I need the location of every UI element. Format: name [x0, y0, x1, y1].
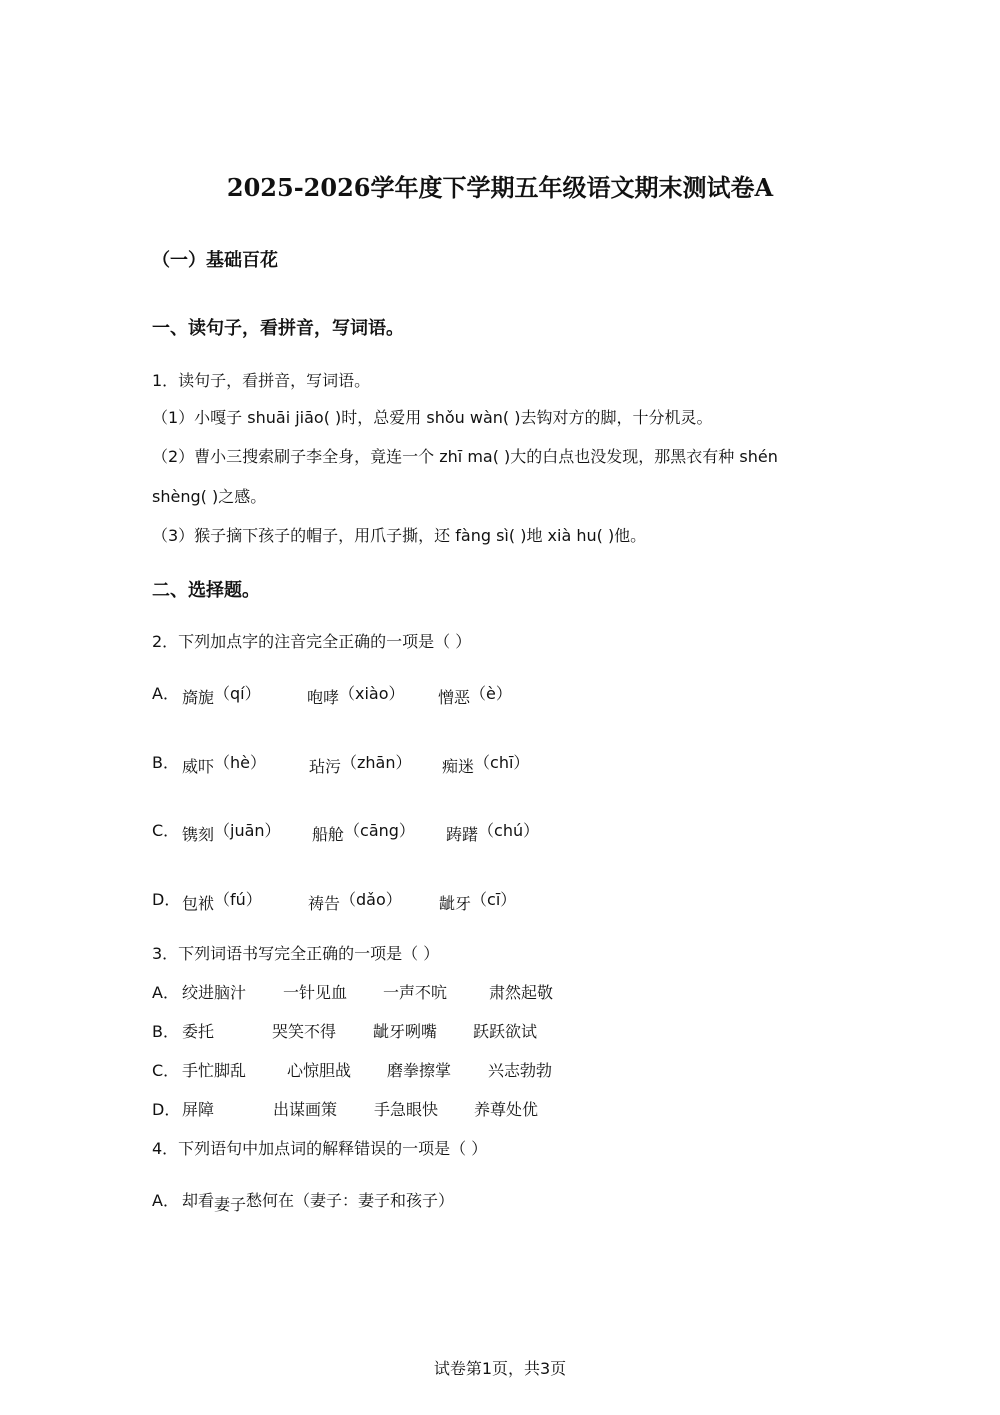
dotted-word: 包袱 — [182, 894, 215, 913]
dotted-word: 威吓 — [182, 757, 215, 776]
page-title: 2025-2026学年度下学期五年级语文期末测试卷A — [226, 173, 774, 202]
dotted-word: 憎恶 — [438, 688, 471, 707]
pinyin: （è） — [470, 684, 512, 703]
question-2-option-c[interactable] — [152, 818, 852, 842]
question-1-sentence-1: （1）小嘎子 shuāi jiāo( )时，总爱用 shǒu wàn( )去钩对方的脚，十分机灵。 — [152, 408, 713, 427]
pinyin: （cī） — [471, 890, 517, 909]
option-word: 绞进脑汁 — [182, 983, 247, 1002]
option-word: 龇牙咧嘴 — [373, 1022, 438, 1041]
question-1-stem: 1．读句子，看拼音，写词语。 — [152, 371, 371, 390]
option-label: A． — [152, 1191, 179, 1210]
question-3-option-c[interactable] — [152, 1058, 852, 1082]
question-1-sentence-2-cont: shèng( )之感。 — [152, 487, 267, 506]
question-3-option-d[interactable] — [152, 1097, 852, 1121]
option-label: A． — [152, 684, 179, 703]
dotted-word: 妻子 — [214, 1195, 247, 1214]
option-word: 出谋画策 — [273, 1100, 338, 1119]
option-word: 磨拳擦掌 — [387, 1061, 452, 1080]
pinyin: （hè） — [214, 753, 267, 772]
option-word: 一针见血 — [283, 983, 348, 1002]
question-1-sentence-2: （2）曹小三搜索刷子李全身，竟连一个 zhī ma( )大的白点也没发现，那黑衣有种 shén — [152, 447, 778, 466]
option-label: D． — [152, 890, 181, 909]
part-one-heading: 一、读句子，看拼音，写词语。 — [152, 318, 404, 339]
option-label: B． — [152, 753, 179, 772]
dotted-word: 踌躇 — [446, 825, 479, 844]
option-label: A． — [152, 983, 179, 1002]
pinyin: （fú） — [214, 890, 262, 909]
dotted-word: 船舱 — [312, 825, 345, 844]
option-word: 委托 — [182, 1022, 215, 1041]
pinyin: （dǎo） — [340, 890, 402, 909]
question-3-stem: 3．下列词语书写完全正确的一项是（ ） — [152, 944, 440, 963]
section-basics: （一）基础百花 — [152, 250, 278, 271]
question-2-option-b[interactable] — [152, 750, 852, 774]
dotted-word: 旖旎 — [182, 688, 215, 707]
option-word: 屏障 — [182, 1100, 215, 1119]
question-4-option-a[interactable] — [152, 1188, 852, 1212]
pinyin: （qí） — [214, 684, 261, 703]
dotted-word: 镌刻 — [182, 825, 215, 844]
option-word: 养尊处优 — [474, 1100, 539, 1119]
dotted-word: 龇牙 — [439, 894, 472, 913]
pinyin: （chú） — [478, 821, 540, 840]
page-footer: 试卷第1页，共3页 — [433, 1359, 567, 1378]
option-word: 一声不吭 — [383, 983, 448, 1002]
option-label: D． — [152, 1100, 181, 1119]
option-text: 愁何在（妻子：妻子和孩子） — [246, 1191, 455, 1210]
pinyin: （cāng） — [344, 821, 415, 840]
question-3-option-b[interactable] — [152, 1019, 852, 1043]
question-1-sentence-3: （3）猴子摘下孩子的帽子，用爪子撕，还 fàng sì( )地 xià hu( )他。 — [152, 526, 647, 545]
option-word: 哭笑不得 — [272, 1022, 337, 1041]
option-word: 手急眼快 — [374, 1100, 439, 1119]
question-2-option-a[interactable] — [152, 681, 852, 705]
option-word: 心惊胆战 — [287, 1061, 352, 1080]
option-text: 却看 — [182, 1191, 215, 1210]
option-label: C． — [152, 821, 180, 840]
dotted-word: 痴迷 — [442, 757, 475, 776]
question-4-stem: 4．下列语句中加点词的解释错误的一项是（ ） — [152, 1139, 488, 1158]
option-label: B． — [152, 1022, 179, 1041]
option-word: 兴志勃勃 — [488, 1061, 553, 1080]
question-2-stem: 2．下列加点字的注音完全正确的一项是（ ） — [152, 632, 472, 651]
question-3-option-a[interactable] — [152, 980, 852, 1004]
part-two-heading: 二、选择题。 — [152, 580, 260, 601]
pinyin: （chī） — [474, 753, 530, 772]
pinyin: （zhān） — [341, 753, 412, 772]
question-2-option-d[interactable] — [152, 887, 852, 911]
option-label: C． — [152, 1061, 180, 1080]
option-word: 跃跃欲试 — [473, 1022, 538, 1041]
dotted-word: 咆哮 — [307, 688, 340, 707]
pinyin: （xiào） — [339, 684, 405, 703]
dotted-word: 玷污 — [309, 757, 342, 776]
dotted-word: 祷告 — [308, 894, 341, 913]
option-word: 肃然起敬 — [489, 983, 554, 1002]
option-word: 手忙脚乱 — [182, 1061, 247, 1080]
pinyin: （juān） — [214, 821, 281, 840]
